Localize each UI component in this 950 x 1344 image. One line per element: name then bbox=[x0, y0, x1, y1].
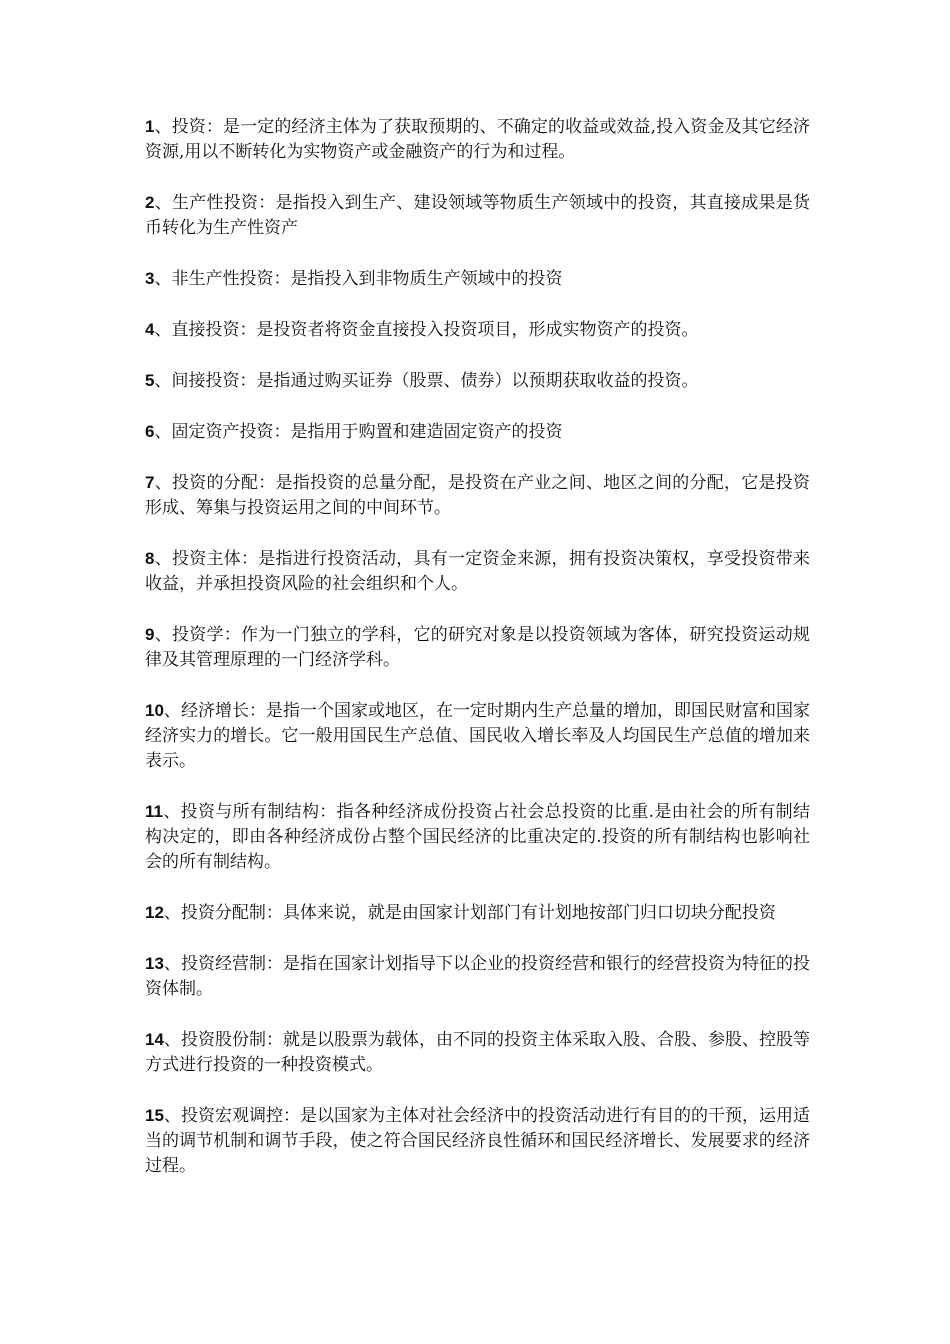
entry-text: 投资股份制：就是以股票为载体，由不同的投资主体采取入股、合股、参股、控股等方式进行投资的一种投资模式。 bbox=[145, 1030, 811, 1075]
entry-number: 4 bbox=[145, 320, 155, 339]
entry-number: 5 bbox=[145, 371, 155, 390]
entry-separator: 、 bbox=[154, 422, 172, 442]
entry-text: 投资分配制：具体来说，就是由国家计划部门有计划地按部门归口切块分配投资 bbox=[180, 903, 776, 923]
entry-number: 11 bbox=[145, 802, 163, 821]
document-page bbox=[145, 114, 810, 1204]
entry-separator: 、 bbox=[163, 701, 181, 721]
entry-text: 经济增长：是指一个国家或地区，在一定时期内生产总量的增加，即国民财富和国家经济实力的增长。它一般用国民生产总值、国民收入增长率及人均国民生产总值的增加来表示。 bbox=[145, 701, 811, 771]
definition-entry-2 bbox=[145, 190, 810, 241]
entry-number: 15 bbox=[145, 1106, 164, 1125]
entry-number: 14 bbox=[145, 1030, 164, 1049]
definition-entry-3 bbox=[145, 266, 810, 292]
entry-text: 直接投资：是投资者将资金直接投入投资项目，形成实物资产的投资。 bbox=[171, 320, 699, 340]
entry-number: 9 bbox=[145, 625, 155, 644]
definition-entry-8 bbox=[145, 546, 810, 597]
entry-separator: 、 bbox=[154, 269, 172, 289]
entry-separator: 、 bbox=[163, 954, 181, 974]
entry-separator: 、 bbox=[154, 549, 172, 569]
entry-number: 13 bbox=[145, 954, 164, 973]
entry-separator: 、 bbox=[154, 371, 172, 391]
entry-number: 1 bbox=[145, 117, 155, 136]
entry-text: 投资学：作为一门独立的学科，它的研究对象是以投资领域为客体，研究投资运动规律及其管理原理的一门经济学科。 bbox=[145, 625, 811, 670]
definition-entry-14 bbox=[145, 1027, 810, 1078]
definition-entry-11 bbox=[145, 799, 810, 875]
entry-number: 6 bbox=[145, 422, 155, 441]
entry-separator: 、 bbox=[154, 320, 172, 340]
entry-text: 生产性投资：是指投入到生产、建设领域等物质生产领域中的投资，其直接成果是货币转化为生产性资产 bbox=[145, 193, 811, 238]
entry-separator: 、 bbox=[154, 117, 172, 137]
entry-text: 投资与所有制结构：指各种经济成份投资占社会总投资的比重.是由社会的所有制结构决定的，即由各种经济成份占整个国民经济的比重决定的.投资的所有制结构也影响社会的所有制结构。 bbox=[145, 802, 811, 872]
definition-entry-9 bbox=[145, 622, 810, 673]
entry-text: 投资宏观调控：是以国家为主体对社会经济中的投资活动进行有目的的干预，运用适当的调节机制和调节手段，使之符合国民经济良性循环和国民经济增长、发展要求的经济过程。 bbox=[145, 1106, 811, 1176]
entry-number: 12 bbox=[145, 903, 164, 922]
entry-text: 非生产性投资：是指投入到非物质生产领域中的投资 bbox=[171, 269, 563, 289]
entry-separator: 、 bbox=[154, 473, 172, 493]
entry-separator: 、 bbox=[154, 193, 172, 213]
definition-entry-12 bbox=[145, 900, 810, 926]
definition-entry-15 bbox=[145, 1103, 810, 1179]
entry-number: 7 bbox=[145, 473, 155, 492]
entry-separator: 、 bbox=[154, 625, 172, 645]
entry-text: 投资经营制：是指在国家计划指导下以企业的投资经营和银行的经营投资为特征的投资体制。 bbox=[145, 954, 811, 999]
entry-text: 固定资产投资：是指用于购置和建造固定资产的投资 bbox=[171, 422, 563, 442]
entry-text: 间接投资：是指通过购买证券（股票、债券）以预期获取收益的投资。 bbox=[171, 371, 699, 391]
entry-number: 3 bbox=[145, 269, 155, 288]
definition-entry-1 bbox=[145, 114, 810, 165]
entry-separator: 、 bbox=[162, 802, 181, 822]
entry-separator: 、 bbox=[163, 1106, 181, 1126]
entry-separator: 、 bbox=[163, 903, 181, 923]
definition-entry-13 bbox=[145, 951, 810, 1002]
entry-number: 2 bbox=[145, 193, 155, 212]
entry-separator: 、 bbox=[163, 1030, 181, 1050]
entry-number: 8 bbox=[145, 549, 155, 568]
entry-number: 10 bbox=[145, 701, 164, 720]
definition-entry-7 bbox=[145, 470, 810, 521]
entry-text: 投资的分配：是指投资的总量分配，是投资在产业之间、地区之间的分配，它是投资形成、筹集与投资运用之间的中间环节。 bbox=[145, 473, 811, 518]
definition-entry-4 bbox=[145, 317, 810, 343]
entry-text: 投资主体：是指进行投资活动，具有一定资金来源，拥有投资决策权，享受投资带来收益，并承担投资风险的社会组织和个人。 bbox=[145, 549, 811, 594]
definition-entry-10 bbox=[145, 698, 810, 774]
definition-entry-6 bbox=[145, 419, 810, 445]
entry-text: 投资：是一定的经济主体为了获取预期的、不确定的收益或效益,投入资金及其它经济资源,用以不断转化为实物资产或金融资产的行为和过程。 bbox=[145, 117, 811, 162]
definition-entry-5 bbox=[145, 368, 810, 394]
